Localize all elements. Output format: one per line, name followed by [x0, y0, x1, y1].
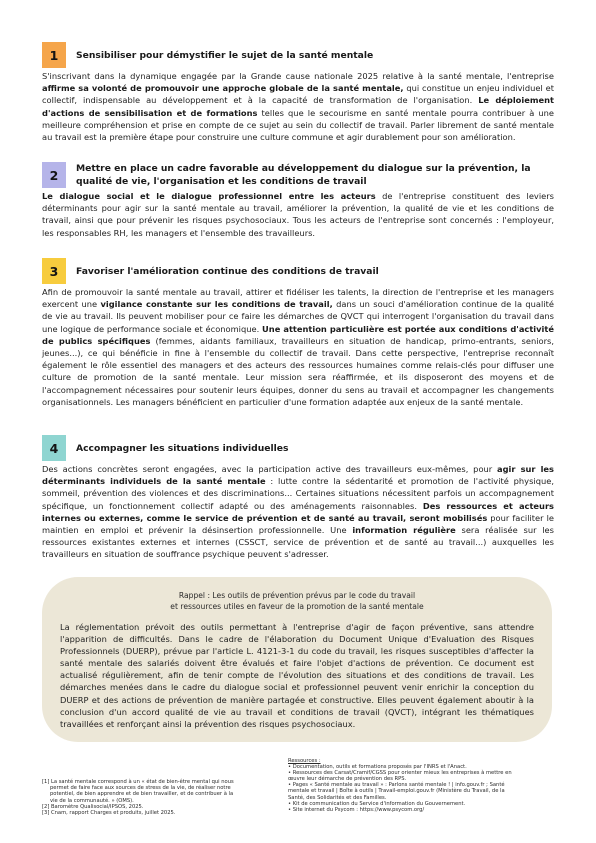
section-number-badge: 3 [42, 258, 66, 284]
body-text: : lutte contre la sédentarité et promotion de l'activité physique, sommeil, prévention des violences et des discriminations... Certaines situations nécessitent parfois un accompagnement spécifique, un fonctionnement collectif adapté ou des aménagements raisonnables. [42, 476, 554, 511]
resources-heading: Ressources : [288, 758, 321, 764]
reminder-body: La réglementation prévoit des outils permettant à l'entreprise d'agir de façon préventive, sans attendre l'apparition de difficultés. Dans le cadre de l'élaboration du Document Unique d'Evaluation des Risques Professionnels (DUERP), prévue par l'article L. 4121-3-1 du code du travail, les risques susceptibles d'affecter la santé mentale des salariés doivent être évalués et faire l'objet d'actions de prévention. Ce document est actualisé régulièrement, afin de tenir compte de l'évolution des situations et des conditions de travail. Les démarches menées dans le cadre du dialogue social et professionnel peuvent venir enrichir la conception du DUERP et des actions de prévention de manière partagée et constructive. Elles peuvent également aboutir à la conclusion d'un accord qualité de vie au travail et conditions de travail (QVCT), intégrant les thématiques travaillées et renforçant ainsi la prévention des risques psychosociaux. [60, 622, 534, 729]
section-body [42, 190, 554, 239]
body-text: de l'entreprise constituent des leviers déterminants pour agir sur la santé mentale au travail, améliorer la prévention, la qualité de vie et les conditions de travail, ainsi que pour prévenir les risques psychosociaux. Tous les acteurs de l'entreprise sont concernés : l'employeur, les responsables RH, les managers et l'ensemble des travailleurs. [42, 191, 554, 238]
body-text: qui constitue un enjeu individuel et collectif, indispensable au développement et à la capacité de transformation de l'organisation. [42, 83, 554, 106]
section-body [42, 70, 554, 143]
footnote: [3] Cnam, rapport Charges et produits, juillet 2025. [42, 810, 176, 817]
section-number-badge: 1 [42, 42, 66, 68]
body-emphasis: Le dialogue social et le dialogue professionnel entre les acteurs [42, 191, 376, 201]
body-emphasis: agir sur les déterminants individuels de la santé mentale [42, 464, 554, 487]
section-4 [42, 435, 554, 561]
section-2 [42, 162, 554, 239]
section-title: Favoriser l'amélioration continue des conditions de travail [76, 265, 379, 277]
section-body [42, 286, 554, 408]
section-title: Mettre en place un cadre favorable au développement du dialogue sur la prévention, la qualité de vie, l'organisation et les conditions de travail [76, 163, 531, 187]
body-emphasis: Une attention particulière est portée aux conditions d'activité de publics spécifiques [42, 323, 554, 346]
section-3 [42, 258, 554, 408]
section-number-badge: 4 [42, 435, 66, 461]
body-text: (femmes, aidants familiaux, travailleurs en situation de handicap, primo-entrants, seniors, jeunes...), ce qui bénéficie in fine à l'ensemble du collectif de travail. Dans cette perspective, l'entreprise reconnaît également le rôle essentiel des managers et des acteurs des ressources humaines comme relais-clés pour diffuser une culture de promotion de la santé mentale. Leur mission sera réaffirmée, et ils disposeront des moyens et de l'accompagnement nécessaires pour soutenir leurs équipes, donner du sens au travail et accompagner les changements organisationnels. Les managers bénéficient en particulier d'une formation adaptée aux enjeux de la santé mentale. [42, 335, 554, 407]
body-text: pour faciliter le maintien en emploi et prévenir la désinsertion professionnelle. Une [42, 512, 554, 536]
body-emphasis: Le déploiement d'actions de sensibilisation et de formations [42, 95, 554, 118]
section-title: Accompagner les situations individuelles [76, 442, 289, 454]
body-emphasis: Des ressources et acteurs internes ou externes, comme le service de prévention et de santé au travail, seront mobilisés [42, 500, 554, 523]
section-header [42, 42, 554, 68]
section-header [42, 162, 554, 188]
resources [288, 758, 516, 813]
resource-item: • Kit de communication du Service d'information du Gouvernement. [288, 800, 466, 807]
resource-item: • Ressources des Carsat/Cramif/CGSS pour orienter mieux les entreprises à mettre en œuvre leur démarche de prévention des RPS. [288, 770, 512, 783]
body-text: telles que le secourisme en santé mentale pourra contribuer à une meilleure compréhension et prise en compte de ce sujet au sein du collectif de travail. Parler librement de santé mentale au travail est la première étape pour construire une culture commune et agir durablement pour son amélioration. [42, 107, 554, 143]
reminder-title [42, 577, 552, 612]
body-emphasis: information régulière [352, 525, 456, 536]
section-1 [42, 42, 554, 143]
body-emphasis: affirme sa volonté de promouvoir une approche globale de la santé mentale, [42, 83, 404, 94]
body-emphasis: vigilance constante sur les conditions de travail, [100, 299, 333, 310]
body-text: S'inscrivant dans la dynamique engagée par la Grande cause nationale 2025 relative à la santé mentale, l'entreprise [42, 71, 554, 81]
section-header [42, 258, 554, 284]
reminder-box [42, 577, 552, 742]
section-body [42, 463, 554, 561]
body-text: Afin de promouvoir la santé mentale au travail, attirer et fidéliser les talents, la direction de l'entreprise et les managers exercent une [42, 287, 554, 310]
footnote: [1] La santé mentale correspond à un « état de bien-être mental qui nous permet de faire face aux sources de stress de la vie, de réaliser notre potentiel, de bien apprendre et de bien travailler, et de contribuer à la vie de la communauté. » (OMS). [42, 779, 234, 804]
resource-item: • Documentation, outils et formations proposés par l'INRS et l'Anact. [288, 764, 467, 771]
footnote: [2] Baromètre Qualisocial/IPSOS, 2025. [42, 803, 144, 810]
section-header [42, 435, 554, 461]
resource-item: • Site internet du Psycom : https://www.psycom.org/ [288, 806, 425, 813]
reminder-title-line: et ressources utiles en faveur de la promotion de la santé mentale [170, 602, 424, 611]
body-text: Des actions concrètes seront engagées, avec la participation active des travailleurs eux-mêmes, pour [42, 464, 498, 474]
section-number-badge: 2 [42, 162, 66, 188]
section-title: Sensibiliser pour démystifier le sujet de la santé mentale [76, 49, 374, 61]
resource-item: • Pages « Santé mentale au travail » : Parlons santé mentale ! | info.gouv.fr ; Santé mentale et travail | Boîte à outils | Travail-emploi.gouv.fr (Ministère du Travail, de la Santé, des Solidarités et des Familles. [288, 782, 505, 801]
footnotes [42, 779, 234, 816]
body-text: dans un souci d'amélioration continue de la qualité de vie au travail. Ils peuvent mobiliser pour ce faire les démarches de QVCT qui interrogent l'organisation du travail dans une logique de performance sociale et économique. [42, 299, 554, 334]
body-text: sera réalisée sur les ressources existantes externes et internes (CSSCT, service de prévention et de santé au travail...) auxquelles les travailleurs en situation de souffrance psychique peuvent s'adresser. [42, 525, 554, 560]
reminder-title-line: Rappel : Les outils de prévention prévus par le code du travail [178, 591, 416, 600]
